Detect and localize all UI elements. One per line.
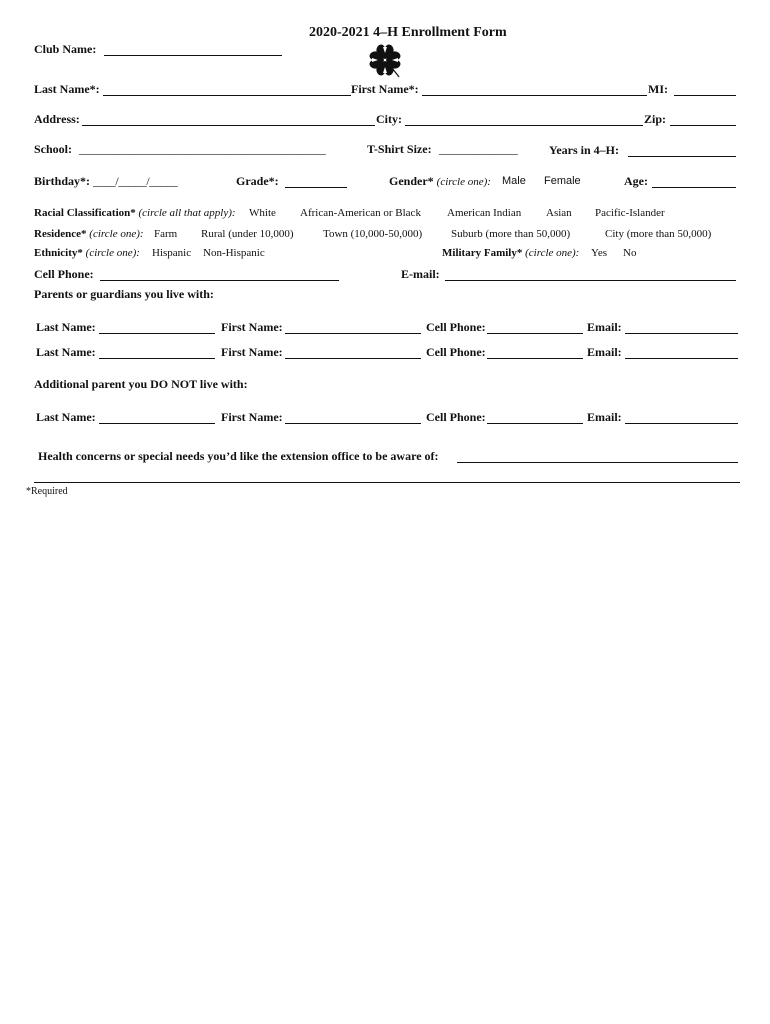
gender-option-male[interactable]: Male xyxy=(502,175,526,187)
gender-option-female[interactable]: Female xyxy=(544,175,581,187)
parents-heading: Parents or guardians you live with: xyxy=(34,287,214,301)
parent2-cell-phone-field[interactable] xyxy=(487,358,583,359)
last-name-field[interactable] xyxy=(103,95,351,96)
parent2-last-name-field[interactable] xyxy=(99,358,215,359)
parent1-email-field[interactable] xyxy=(625,333,738,334)
email-field[interactable] xyxy=(445,280,736,281)
racial-option-african-american[interactable]: African-American or Black xyxy=(300,207,421,219)
ethnicity-option-non-hispanic[interactable]: Non-Hispanic xyxy=(203,247,265,259)
racial-option-asian[interactable]: Asian xyxy=(546,207,572,219)
gender-label: Gender* xyxy=(389,174,434,188)
residence-label: Residence* xyxy=(34,228,87,240)
grade-field[interactable] xyxy=(285,187,347,188)
residence-option-town[interactable]: Town (10,000-50,000) xyxy=(323,228,423,240)
first-name-label: First Name*: xyxy=(351,82,419,96)
years-in-4h-label: Years in 4–H: xyxy=(549,143,619,157)
additional-parent-first-name-label: First Name: xyxy=(221,410,283,424)
racial-option-american-indian[interactable]: American Indian xyxy=(447,207,522,219)
gender-hint: (circle one): xyxy=(436,176,491,188)
military-family-label: Military Family* xyxy=(442,247,523,259)
ethnicity-group xyxy=(34,247,140,259)
parent1-cell-phone-field[interactable] xyxy=(487,333,583,334)
club-name-label: Club Name: xyxy=(34,42,97,56)
parent1-cell-phone-label: Cell Phone: xyxy=(426,320,486,334)
age-field[interactable] xyxy=(652,187,736,188)
residence-option-rural[interactable]: Rural (under 10,000) xyxy=(201,228,294,240)
additional-parent-cell-phone-field[interactable] xyxy=(487,423,583,424)
city-field[interactable] xyxy=(405,125,643,126)
tshirt-size-label: T-Shirt Size: xyxy=(367,142,432,156)
additional-parent-last-name-label: Last Name: xyxy=(36,410,96,424)
parent1-first-name-label: First Name: xyxy=(221,320,283,334)
parent1-email-label: Email: xyxy=(587,320,622,334)
birthday-field[interactable]: ____/_____/_____ xyxy=(93,174,178,188)
form-title: 2020-2021 4–H Enrollment Form xyxy=(309,25,507,40)
cell-phone-field[interactable] xyxy=(100,280,339,281)
additional-parent-first-name-field[interactable] xyxy=(285,423,421,424)
health-concerns-label: Health concerns or special needs you’d like the extension office to be aware of: xyxy=(38,449,439,463)
birthday-label: Birthday*: xyxy=(34,174,91,188)
parent2-cell-phone-label: Cell Phone: xyxy=(426,345,486,359)
military-family-group xyxy=(442,247,579,259)
residence-option-farm[interactable]: Farm xyxy=(154,228,178,240)
required-note: *Required xyxy=(26,486,68,497)
parent1-last-name-label: Last Name: xyxy=(36,320,96,334)
zip-label: Zip: xyxy=(644,112,667,126)
address-label: Address: xyxy=(34,112,80,126)
health-concerns-field[interactable] xyxy=(457,462,738,463)
mi-field[interactable] xyxy=(674,95,736,96)
parent2-email-field[interactable] xyxy=(625,358,738,359)
racial-option-pacific-islander[interactable]: Pacific-Islander xyxy=(595,207,665,219)
zip-field[interactable] xyxy=(670,125,736,126)
racial-classification-hint: (circle all that apply): xyxy=(138,207,236,219)
city-label: City: xyxy=(376,112,402,126)
mi-label: MI: xyxy=(648,82,668,96)
ethnicity-hint: (circle one): xyxy=(85,247,140,259)
additional-parent-email-field[interactable] xyxy=(625,423,738,424)
first-name-field[interactable] xyxy=(422,95,647,96)
parent2-last-name-label: Last Name: xyxy=(36,345,96,359)
additional-parent-cell-phone-label: Cell Phone: xyxy=(426,410,486,424)
parent1-first-name-field[interactable] xyxy=(285,333,421,334)
parent2-first-name-label: First Name: xyxy=(221,345,283,359)
4h-clover-logo-icon xyxy=(366,41,404,79)
ethnicity-option-hispanic[interactable]: Hispanic xyxy=(152,247,192,259)
additional-parent-heading: Additional parent you DO NOT live with: xyxy=(34,377,248,391)
age-label: Age: xyxy=(624,174,648,188)
military-option-no[interactable]: No xyxy=(623,247,637,259)
racial-option-white[interactable]: White xyxy=(249,207,276,219)
residence-option-city[interactable]: City (more than 50,000) xyxy=(605,228,712,240)
parent1-last-name-field[interactable] xyxy=(99,333,215,334)
military-family-hint: (circle one): xyxy=(525,247,580,259)
parent2-first-name-field[interactable] xyxy=(285,358,421,359)
racial-classification-label: Racial Classification* xyxy=(34,207,136,219)
additional-parent-email-label: Email: xyxy=(587,410,622,424)
school-field[interactable]: ____________________________________________ xyxy=(79,142,326,156)
residence-option-suburb[interactable]: Suburb (more than 50,000) xyxy=(451,228,571,240)
email-label: E-mail: xyxy=(401,267,440,281)
school-label: School: xyxy=(34,142,73,156)
address-field[interactable] xyxy=(82,125,375,126)
racial-classification-group xyxy=(34,207,236,219)
ethnicity-label: Ethnicity* xyxy=(34,247,83,259)
years-in-4h-field[interactable] xyxy=(628,156,736,157)
parent2-email-label: Email: xyxy=(587,345,622,359)
tshirt-size-field[interactable]: ______________ xyxy=(439,142,518,156)
cell-phone-label: Cell Phone: xyxy=(34,267,94,281)
military-option-yes[interactable]: Yes xyxy=(591,247,608,259)
grade-label: Grade*: xyxy=(236,174,279,188)
club-name-field[interactable] xyxy=(104,55,282,56)
last-name-label: Last Name*: xyxy=(34,82,100,96)
gender-group xyxy=(389,174,491,189)
residence-group xyxy=(34,228,144,240)
residence-hint: (circle one): xyxy=(89,228,144,240)
additional-parent-last-name-field[interactable] xyxy=(99,423,215,424)
health-concerns-field-continued[interactable] xyxy=(34,482,740,483)
